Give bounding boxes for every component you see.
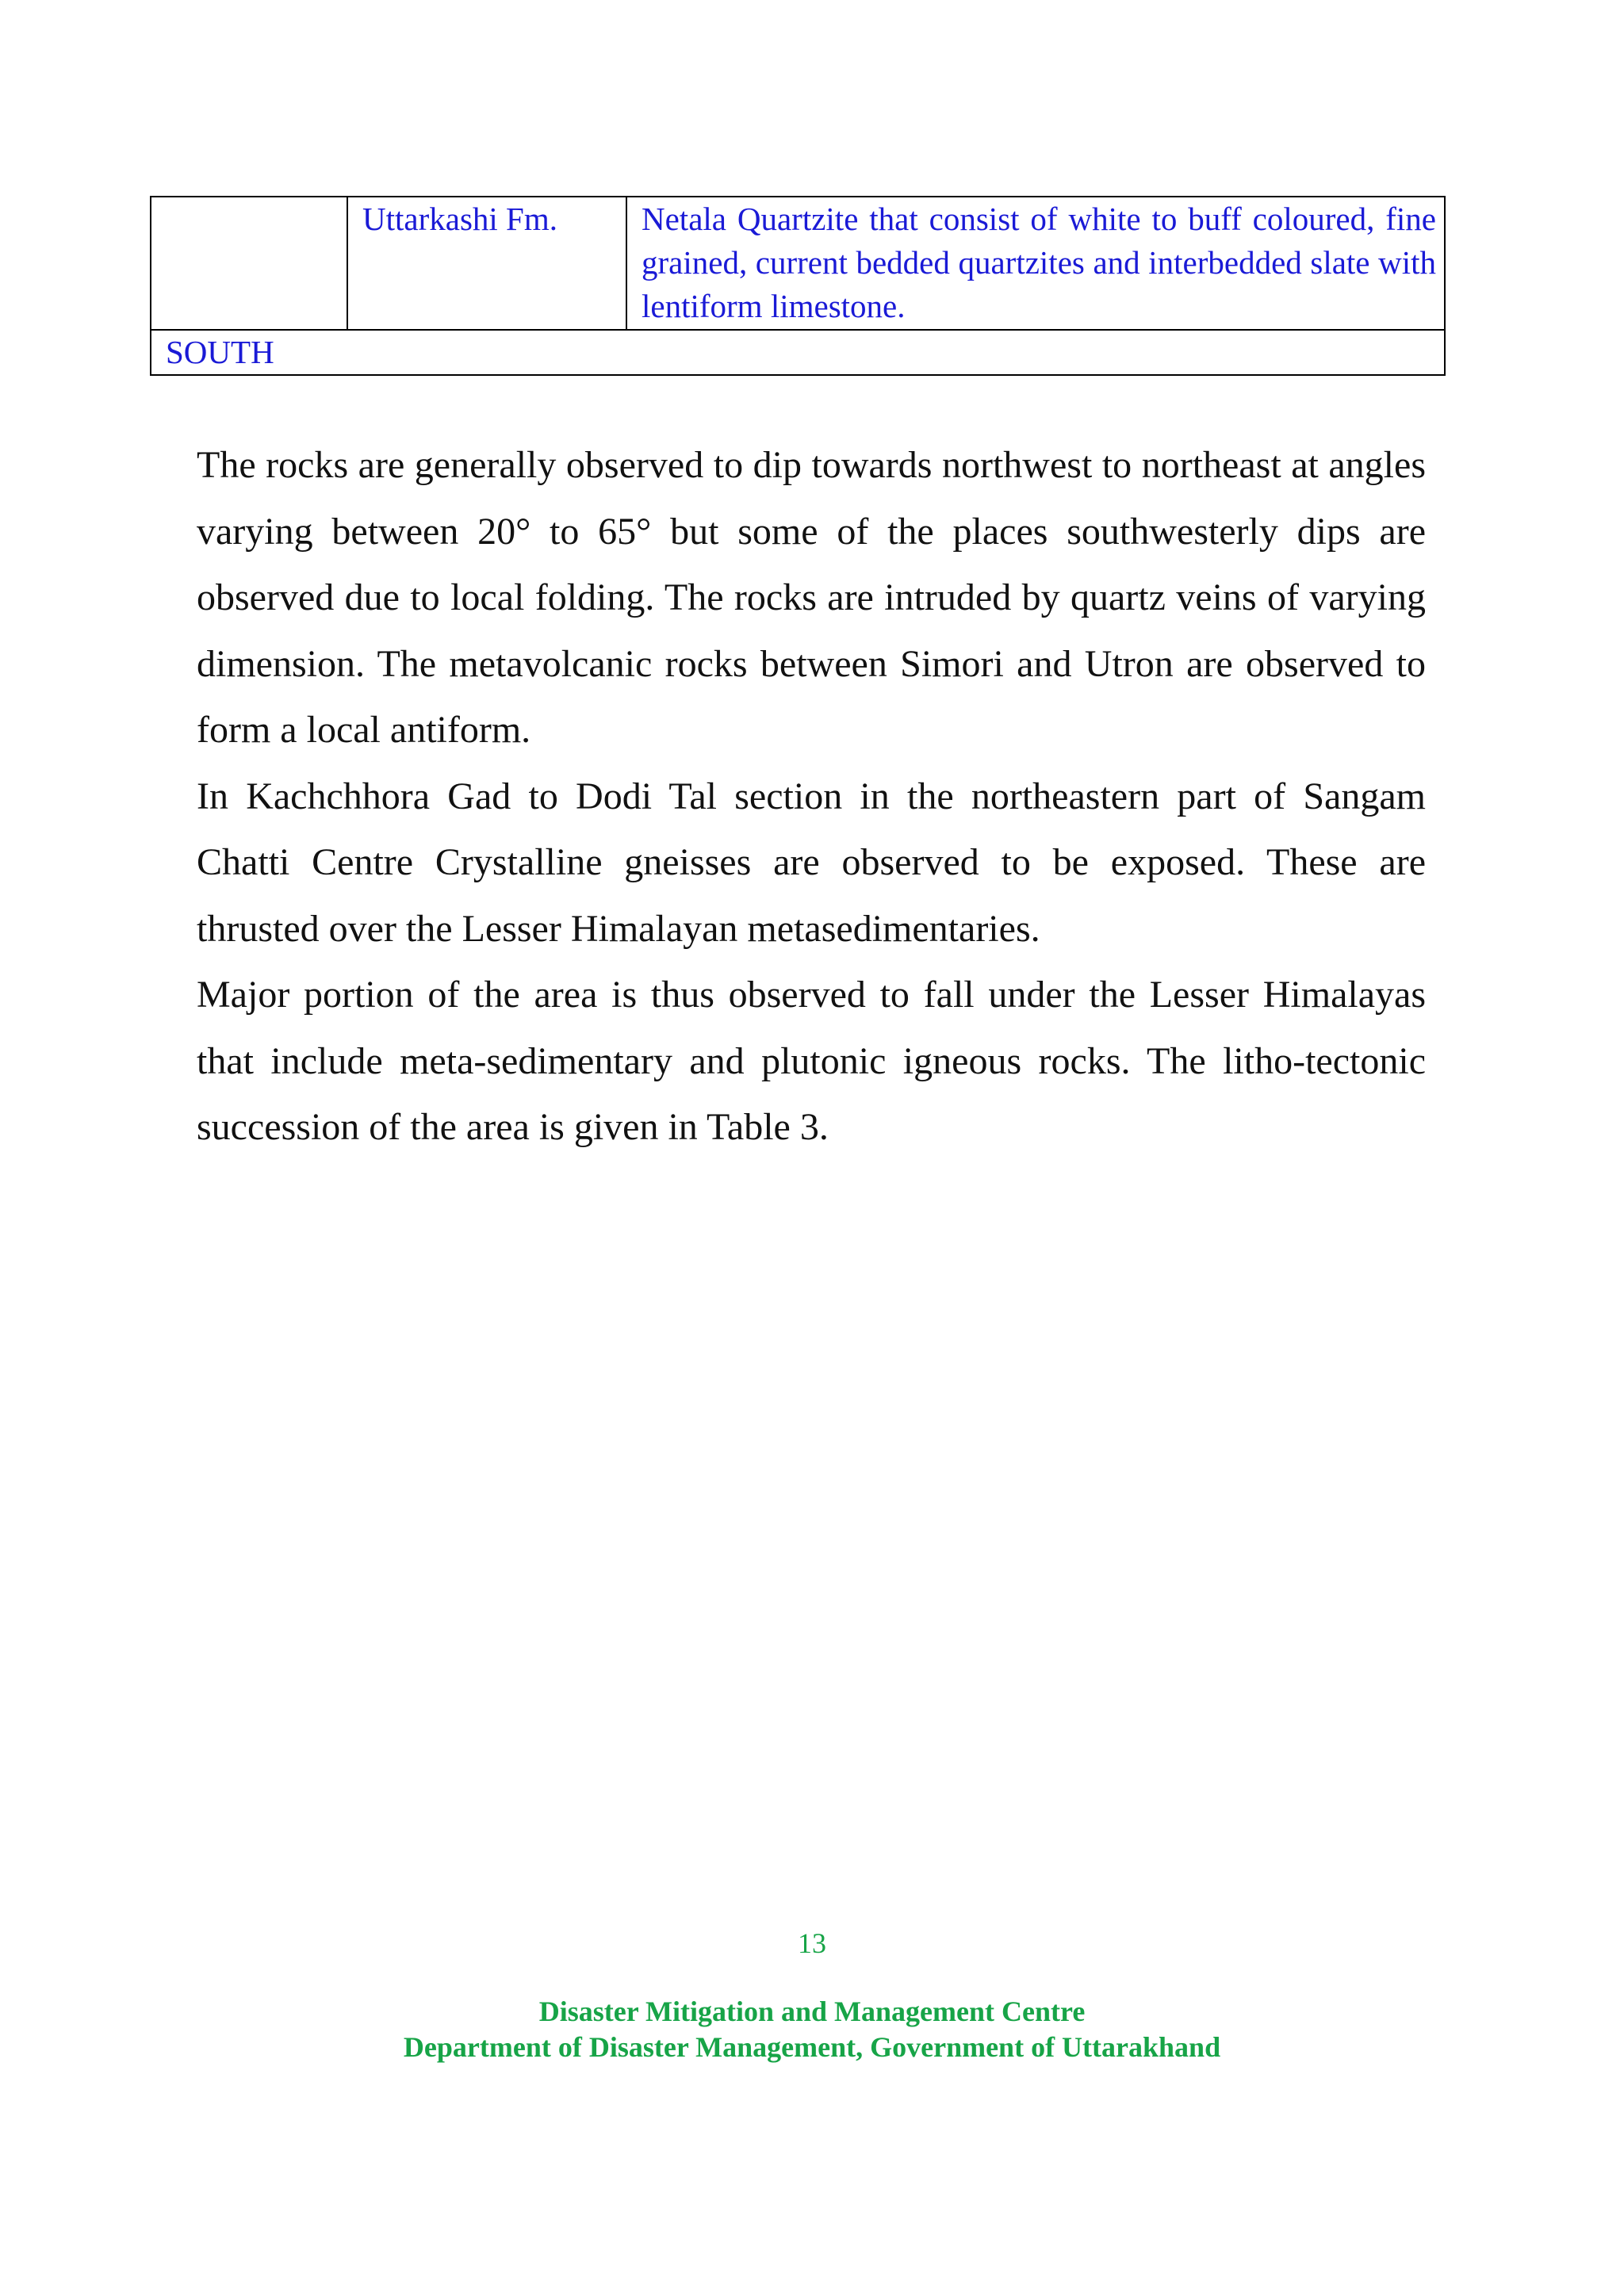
- page-number: 13: [798, 1927, 826, 1959]
- table-row: [151, 197, 1445, 330]
- table-row: [151, 330, 1445, 375]
- footer-department: Department of Disaster Management, Government of Uttarakhand: [403, 2031, 1221, 2063]
- formation-name-cell: Uttarkashi Fm.: [347, 197, 626, 330]
- paragraph: In Kachchhora Gad to Dodi Tal section in the northeastern part of Sangam Chatti Centre Crystalline gneisses are observed to be exposed. These are thrusted over the Lesser Himalayan metasedimentaries.: [197, 775, 1426, 950]
- paragraph: The rocks are generally observed to dip towards northwest to northeast at angles varying between 20° to 65° but some of the places southwesterly dips are observed due to local folding. The rocks are intruded by quartz veins of varying dimension. The metavolcanic rocks between Simori and Utron are observed to form a local antiform.: [197, 444, 1426, 751]
- lithology-table: [150, 196, 1446, 376]
- table-cell-empty: [151, 197, 347, 330]
- footer-organization: Disaster Mitigation and Management Centre: [538, 1996, 1086, 2027]
- page-footer: [0, 1994, 1624, 2065]
- body-text: [197, 432, 1426, 1161]
- formation-description-cell: Netala Quartzite that consist of white to buff coloured, fine grained, current bedded quartzites and interbedded slate with lentiform limestone.: [626, 197, 1445, 330]
- direction-label-cell: SOUTH: [151, 330, 1445, 375]
- paragraph: Major portion of the area is thus observed to fall under the Lesser Himalayas that include meta-sedimentary and plutonic igneous rocks. The litho-tectonic succession of the area is given in Table 3.: [197, 974, 1426, 1148]
